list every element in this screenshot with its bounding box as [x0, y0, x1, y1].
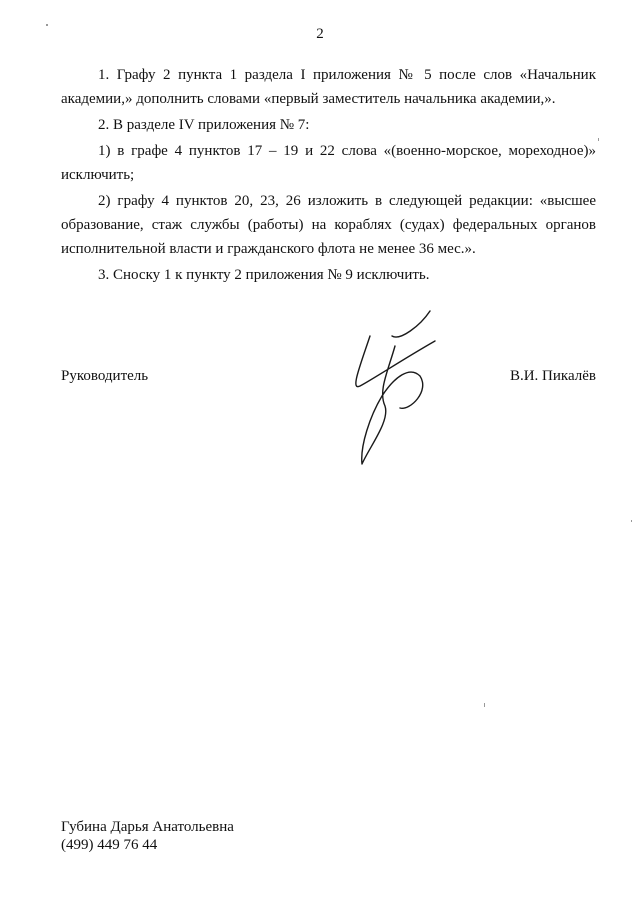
contact-block [61, 818, 234, 854]
contact-phone: (499) 449 76 44 [61, 837, 158, 853]
paragraph-4: 2) графу 4 пунктов 20, 23, 26 изложить в следующей редакции: «высшее образование, стаж службы (работы) на кораблях (судах) федеральных органов исполнительной власти и гражданского флота не менее 36 мес.». [61, 193, 596, 257]
contact-name: Губина Дарья Анатольевна [61, 819, 234, 835]
page-number: 2 [316, 26, 324, 42]
handwritten-signature [340, 296, 450, 471]
signatory-name: В.И. Пикалёв [509, 368, 596, 384]
scan-speck [631, 520, 632, 522]
paragraph-3: 1) в графе 4 пунктов 17 – 19 и 22 слова «(военно-морское, мореходное)» исключить; [61, 143, 596, 183]
scan-speck [598, 138, 599, 141]
paragraph-2: 2. В разделе IV приложения № 7: [98, 117, 310, 133]
paragraph-5: 3. Сноску 1 к пункту 2 приложения № 9 исключить. [98, 267, 430, 283]
paragraph-1: 1. Графу 2 пункта 1 раздела I приложения № 5 после слов «Начальник академии,» дополнить словами «первый заместитель начальника академии,». [61, 67, 596, 107]
signatory-role: Руководитель [61, 368, 149, 384]
scan-speck [484, 703, 485, 707]
scan-speck [46, 24, 48, 26]
document-body [61, 63, 596, 287]
